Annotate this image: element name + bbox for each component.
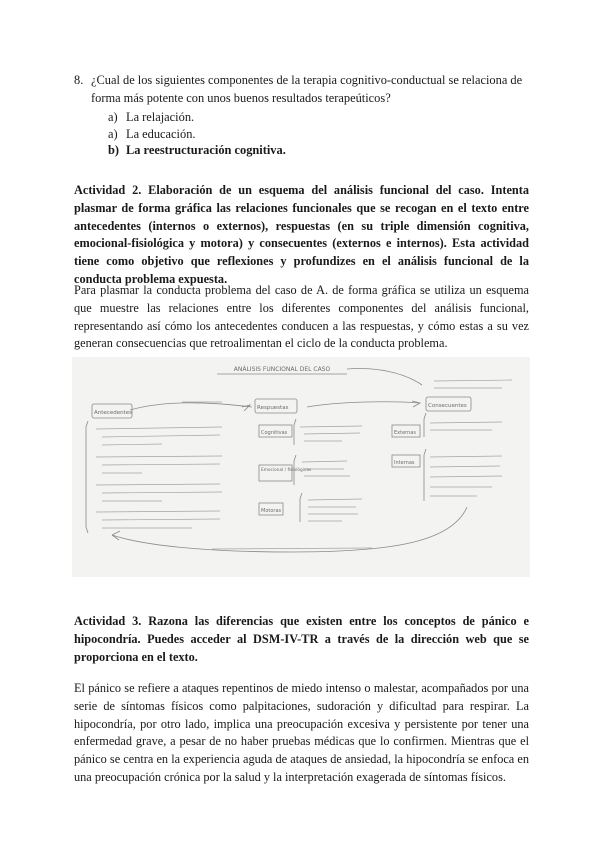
option-educacion: a) La educación. <box>108 126 196 141</box>
option-reestructuracion: b) La reestructuración cognitiva. <box>108 143 286 157</box>
question-number: 8. <box>74 73 84 87</box>
question-text: ¿Cual de los siguientes componentes de la terapia cognitivo-conductual se relaciona de forma más potente con unos buenos resultados terapeúticos? <box>91 73 523 105</box>
answer-options <box>108 109 534 159</box>
functional-analysis-sketch <box>72 357 530 577</box>
sketch-drawing <box>72 357 530 577</box>
left-bracket <box>86 421 88 533</box>
arrow-ant-resp <box>130 403 252 410</box>
arrow-top-curve <box>347 369 422 385</box>
label-antecedentes: Antecedentes <box>94 410 132 416</box>
activity-3-heading: Actividad 3. Razona las diferencias que existen entre los conceptos de pánico e hipocondría. Puedes acceder al DSM-IV-TR a través de la dirección web que se proporciona en el texto. <box>74 614 529 664</box>
question-8 <box>74 72 534 159</box>
activity-2-answer: Para plasmar la conducta problema del caso de A. de forma gráfica se utiliza un esquema que muestre las relaciones entre los diferentes componentes del análisis funcional, representando así cómo los antecedentes conducen a las respuestas, y cómo estas a su vez generan consecuencias que retroalimentan el ciclo de la conducta problema. <box>74 283 529 351</box>
label-internas: Internas <box>394 460 415 466</box>
option-relajacion: a) La relajación. <box>108 110 195 124</box>
sketch-title: ANÁLISIS FUNCIONAL DEL CASO <box>233 366 331 373</box>
label-respuestas: Respuestas <box>257 405 289 411</box>
label-motoras: Motoras <box>261 508 282 514</box>
arrow-feedback-loop <box>112 507 467 552</box>
label-emocional: Emocional / fisiológicas <box>261 468 312 473</box>
label-consecuentes: Consecuentes <box>428 403 467 409</box>
activity-3-answer: El pánico se refiere a ataques repentinos de miedo intenso o malestar, acompañados por una serie de síntomas físicos como palpitaciones, sudoración y dificultad para respirar. La hipocondría, por otro lado, implica una preocupación excesiva y persistente por tener una enfermedad grave, a pesar de no haber pruebas médicas que lo confirmen. Mientras que el pánico se centra en la experiencia aguda de ataques de ansiedad, la hipocondría se enfoca en una preocupación crónica por la salud y la interpretación exagerada de síntomas físicos. <box>74 681 529 784</box>
label-externas: Externas <box>394 430 416 436</box>
arrow-resp-cons <box>307 402 420 407</box>
activity-2-heading: Actividad 2. Elaboración de un esquema del análisis funcional del caso. Intenta plasmar de forma gráfica las relaciones funcionales que se recogan en el texto entre antecedentes (internos o externos), respuestas (en su triple dimensión cognitiva, emocional-fisiológica y motora) y consecuentes (externos e internos). Esta actividad tiene como objetivo que reflexiones y profundizes en el análisis funcional de la conducta problema expuesta. <box>74 183 529 286</box>
label-cognitivas: Cognitivas <box>261 430 288 436</box>
